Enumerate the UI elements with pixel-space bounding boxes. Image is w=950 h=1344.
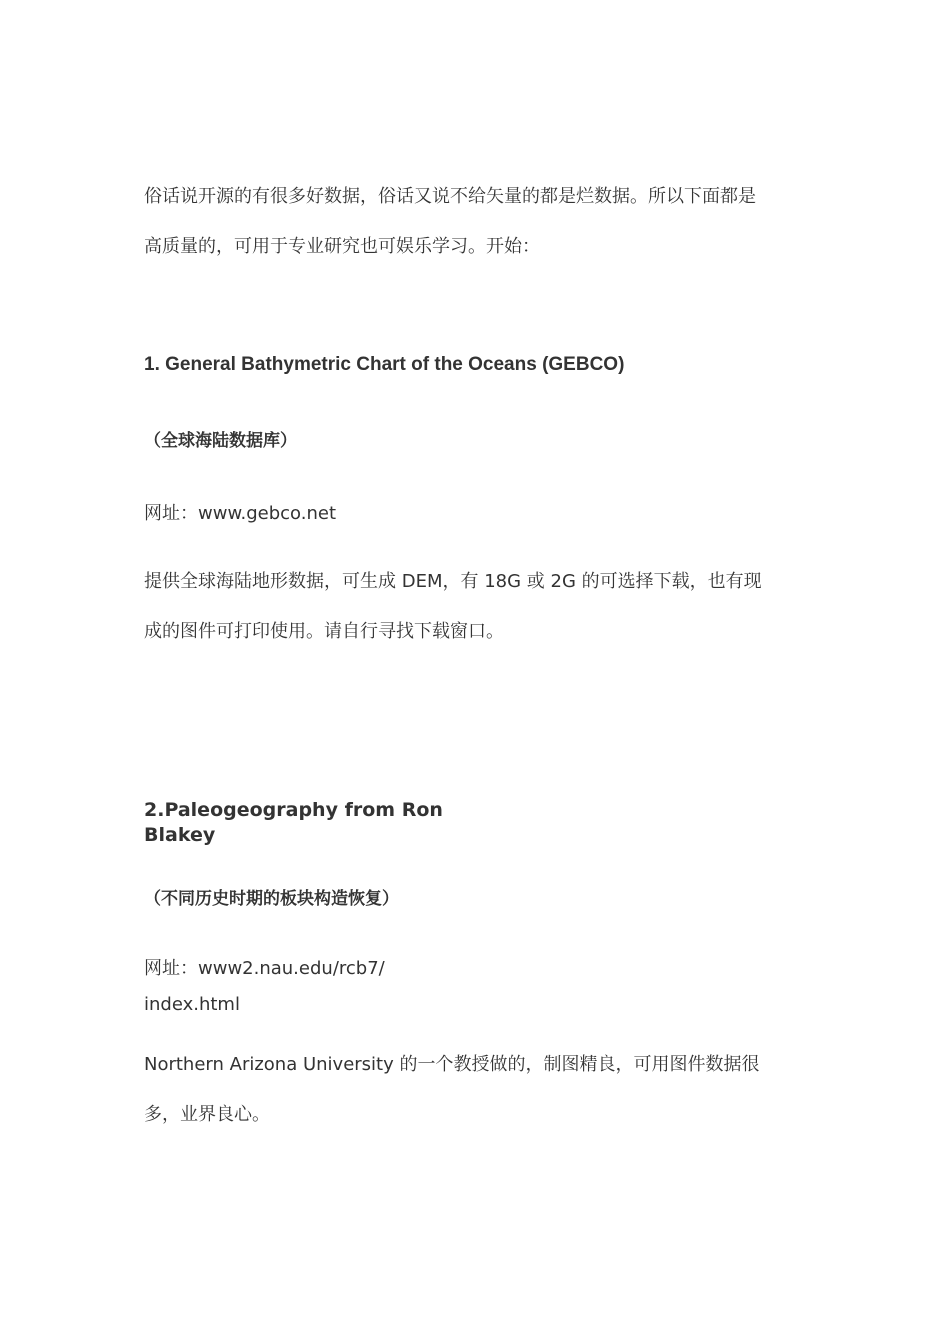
section-2-desc-line-1: Northern Arizona University 的一个教授做的，制图精良，可用图件数据很 — [144, 1054, 760, 1075]
section-1-title: 1. General Bathymetric Chart of the Oceans (GEBCO) — [144, 354, 625, 375]
section-1-desc-line-2: 成的图件可打印使用。请自行寻找下载窗口。 — [144, 621, 504, 642]
section-2-desc-line-2: 多，业界良心。 — [144, 1104, 270, 1125]
section-2-url: 网址：www2.nau.edu/rcb7/ index.html — [144, 958, 385, 1015]
section-1-url: 网址：www.gebco.net — [144, 503, 337, 524]
section-1-desc-line-1: 提供全球海陆地形数据，可生成 DEM，有 18G 或 2G 的可选择下载，也有现 — [144, 571, 762, 592]
section-2-title: 2.Paleogeography from Ron Blakey — [144, 799, 443, 846]
section-2-subtitle: （不同历史时期的板块构造恢复） — [144, 889, 399, 909]
intro-line-2: 高质量的，可用于专业研究也可娱乐学习。开始： — [144, 236, 540, 257]
intro-line-1: 俗话说开源的有很多好数据，俗话又说不给矢量的都是烂数据。所以下面都是 — [144, 186, 756, 207]
section-1-subtitle: （全球海陆数据库） — [144, 431, 297, 451]
